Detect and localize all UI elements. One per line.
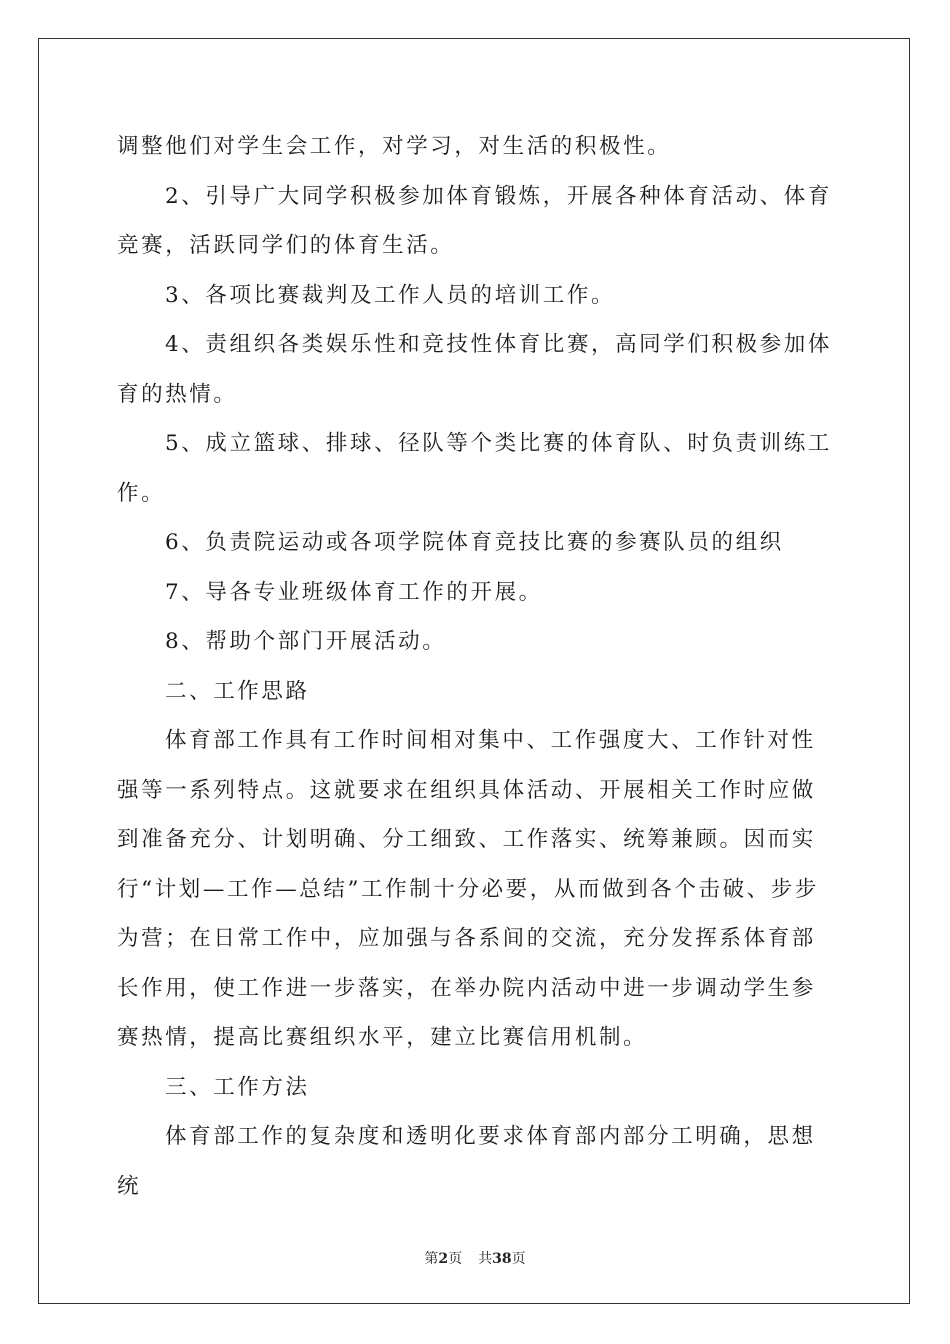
section-heading-3: 三、工作方法 — [165, 1074, 310, 1100]
paragraph-6: 6、负责院运动或各项学院体育竞技比赛的参赛队员的组织 — [165, 530, 784, 555]
page-prefix: 第 — [424, 1251, 439, 1267]
paragraph-3: 3、各项比赛裁判及工作人员的培训工作。 — [165, 282, 616, 308]
page-suffix: 页 — [448, 1251, 463, 1267]
total-pages: 38 — [492, 1251, 512, 1267]
total-suffix: 页 — [511, 1251, 526, 1267]
paragraph-8: 8、帮助个部门开展活动。 — [165, 629, 447, 654]
paragraph-work-methods: 体育部工作的复杂度和透明化要求体育部内部分工明确，思想统 — [117, 1124, 816, 1199]
paragraph-4: 4、责组织各类娱乐性和竞技性体育比赛，高同学们积极参加体育的热情。 — [117, 332, 832, 407]
document-body — [117, 122, 835, 1211]
paragraph-work-ideas: 体育部工作具有工作时间相对集中、工作强度大、工作针对性强等一系列特点。这就要求在组织具体活动、开展相关工作时应做到准备充分、计划明确、分工细致、工作落实、统筹兼顾。因而实行“计划—工作—总结”工作制十分必要，从而做到各个击破、步步为营；在日常工作中，应加强与各系间的交流，充分发挥系体育部长作用，使工作进一步落实，在举办院内活动中进一步调动学生参赛热情，提高比赛组织水平，建立比赛信用机制。 — [117, 728, 819, 1050]
paragraph-1: 调整他们对学生会工作，对学习，对生活的积极性。 — [117, 134, 672, 159]
page-footer — [0, 1248, 950, 1268]
paragraph-2: 2、引导广大同学积极参加体育锻炼，开展各种体育活动、体育竞赛，活跃同学们的体育生活。 — [117, 183, 832, 258]
paragraph-5: 5、成立篮球、排球、径队等个类比赛的体育队、时负责训练工作。 — [117, 431, 832, 506]
paragraph-7: 7、导各专业班级体育工作的开展。 — [165, 579, 543, 605]
total-prefix: 共 — [478, 1251, 493, 1267]
section-heading-2: 二、工作思路 — [165, 678, 310, 704]
page-number: 2 — [438, 1251, 449, 1267]
